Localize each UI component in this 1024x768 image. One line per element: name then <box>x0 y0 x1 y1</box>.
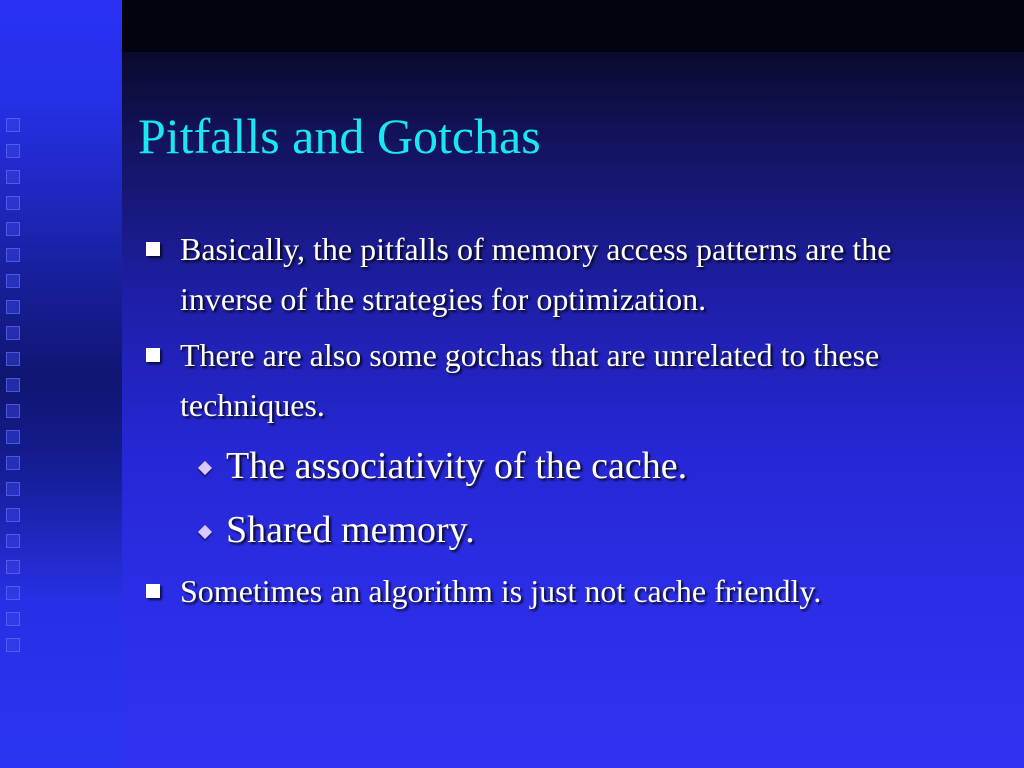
decorative-square <box>6 222 20 236</box>
left-decorative-panel <box>0 0 122 768</box>
bullet-text: Sometimes an algorithm is just not cache friendly. <box>180 573 822 609</box>
square-bullet-icon <box>146 584 160 598</box>
top-band <box>122 0 1024 52</box>
bullet-item <box>142 224 982 324</box>
decorative-square <box>6 482 20 496</box>
slide-title: Pitfalls and Gotchas <box>138 108 541 164</box>
diamond-bullet-icon <box>198 525 212 539</box>
sub-bullet-item <box>196 438 976 494</box>
decorative-square <box>6 534 20 548</box>
sub-bullet-text: The associativity of the cache. <box>226 445 688 487</box>
bullet-text: There are also some gotchas that are unrelated to these techniques. <box>180 337 880 423</box>
decorative-square <box>6 352 20 366</box>
decorative-square-column <box>6 118 28 678</box>
decorative-square <box>6 456 20 470</box>
decorative-square <box>6 560 20 574</box>
sub-bullet-item <box>196 502 976 558</box>
bullet-text: Basically, the pitfalls of memory access patterns are the inverse of the strategies for optimization. <box>180 231 892 317</box>
decorative-square <box>6 300 20 314</box>
decorative-square <box>6 638 20 652</box>
square-bullet-icon <box>146 242 160 256</box>
decorative-square <box>6 612 20 626</box>
decorative-square <box>6 326 20 340</box>
sub-bullet-text: Shared memory. <box>226 509 475 551</box>
decorative-square <box>6 248 20 262</box>
bullet-item <box>142 566 982 616</box>
decorative-square <box>6 274 20 288</box>
bullet-item <box>142 330 982 430</box>
decorative-square <box>6 508 20 522</box>
decorative-square <box>6 144 20 158</box>
decorative-square <box>6 586 20 600</box>
decorative-square <box>6 118 20 132</box>
decorative-square <box>6 196 20 210</box>
decorative-square <box>6 404 20 418</box>
decorative-square <box>6 170 20 184</box>
square-bullet-icon <box>146 348 160 362</box>
decorative-square <box>6 378 20 392</box>
decorative-square <box>6 430 20 444</box>
diamond-bullet-icon <box>198 461 212 475</box>
